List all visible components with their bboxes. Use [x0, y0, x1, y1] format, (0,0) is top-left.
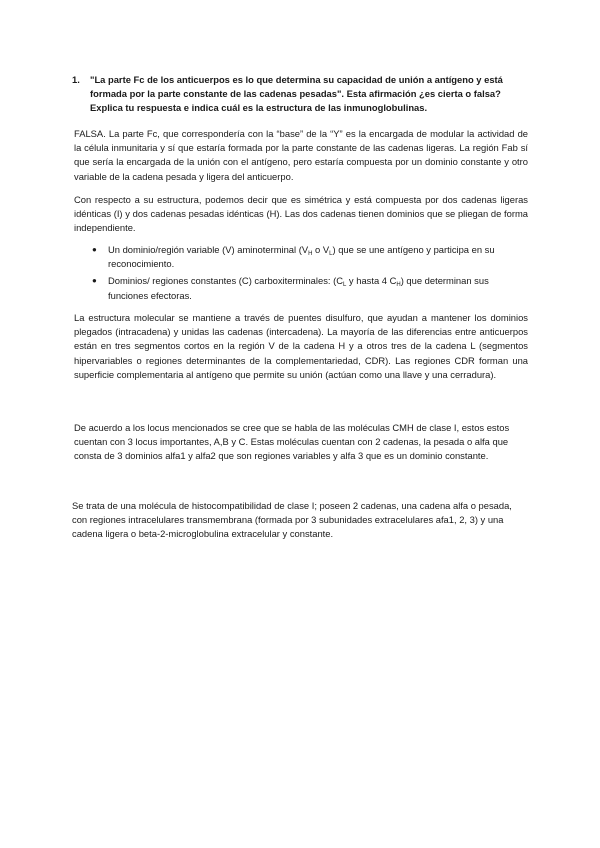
list-item-text: ) que determinan sus funciones efectoras.: [108, 275, 489, 301]
list-item-text: Dominios/ regiones constantes (C) carboxiterminales: (C: [108, 275, 343, 287]
question-text: "La parte Fc de los anticuerpos es lo que determina su capacidad de unión a antígeno y está formada por la parte constante de las cadenas pesadas". Esta afirmación ¿es cierta o falsa? Explica tu respuesta e indica cuál es la estructura de las inmunoglobulinas.: [90, 74, 503, 114]
list-item-text: Un dominio/región variable (V) aminoterminal (V: [108, 244, 309, 255]
question-number: 1.: [72, 74, 80, 85]
list-item-constant-domain: [92, 274, 528, 302]
list-item-text: o V: [312, 244, 330, 255]
answer-paragraph-3: La estructura molecular se mantiene a través de puentes disulfuro, que ayudan a mantener los dominios plegados (intracadena) y unidas las cadenas (intercadena). La mayoría de las diferencias entre anticuerpos están en tres segmentos cortos en la región V de la cadena H y a otros tres de la cadena L (segmentos hipervariables o regiones determinantes de la complementariedad, CDR). Las regiones CDR forman una superficie complementaria al antígeno que permite su unión (actúan como una llave y una cerradura).: [74, 312, 528, 380]
answer-paragraph-5: Se trata de una molécula de histocompatibilidad de clase I; poseen 2 cadenas, una cadena alfa o pesada, con regiones intracelulares transmembrana (formada por 3 subunidades extracelulares afa1, 2, 3) y una cadena ligera o beta-2-microglobulina extracelular y constante.: [72, 500, 512, 540]
answer-paragraph-1: FALSA. La parte Fc, que correspondería con la “base” de la “Y” es la encargada de modular la actividad de la célula inmunitaria y sí que estaría formada por la parte constante de las cadenas ligeras. La región Fab sí que sería la encargada de la unión con el antígeno, pero estaría compuesta por un dominio constante y otro variable de la cadena pesada y ligera del anticuerpo.: [74, 128, 528, 182]
domain-list: [92, 243, 528, 306]
list-item-variable-domain: [92, 243, 528, 271]
list-item-text: ) que se une antígeno y participa en su reconocimiento.: [108, 244, 495, 270]
subscript: H: [308, 251, 313, 257]
subscript: L: [342, 282, 347, 289]
answer-paragraph-2: Con respecto a su estructura, podemos decir que es simétrica y está compuesta por dos cadenas ligeras idénticas (I) y dos cadenas pesadas idénticas (H). Las dos cadenas tienen dominios que se pliegan de forma independiente.: [74, 194, 528, 234]
subscript: H: [396, 282, 401, 289]
subscript: L: [329, 251, 333, 257]
list-item-text: y hasta 4 C: [346, 275, 397, 287]
answer-paragraph-4: De acuerdo a los locus mencionados se cree que se habla de las moléculas CMH de clase I, estos estos cuentan con 3 locus importantes, A,B y C. Estas moléculas cuentan con 2 cadenas, la pesada o alfa que consta de 3 dominios alfa1 y alfa2 que son regiones variables y alfa 3 que es un dominio constante.: [74, 422, 510, 462]
question-block: [72, 73, 532, 116]
